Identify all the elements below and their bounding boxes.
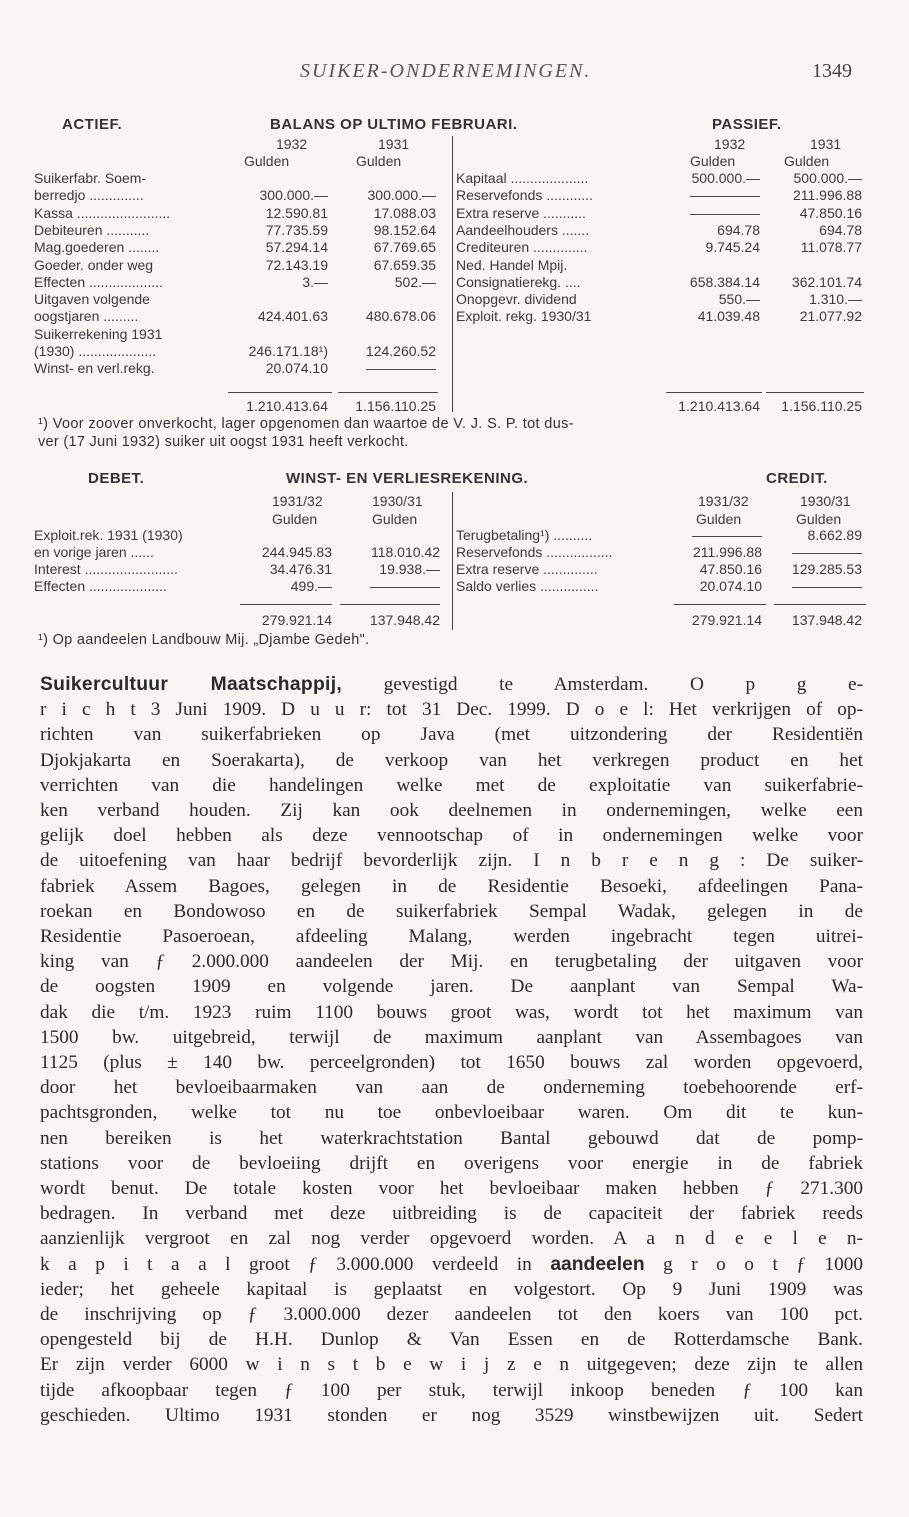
text-line-16: 1125 (plus ± 140 bw. perceelgronden) tot 1650 bouws zal worden opgevoerd, — [40, 1052, 863, 1074]
text-line-22: bedragen. In verband met deze uitbreiding is de capaciteit der fabriek reeds — [40, 1203, 863, 1225]
debet-row-value-2: 19.938.— — [379, 561, 440, 577]
text-line-29: tijde afkoopbaar tegen ƒ 100 per stuk, terwijl inkoop beneden ƒ 100 kan — [40, 1379, 863, 1401]
passief-unit1: Gulden — [690, 153, 736, 169]
balans-footnote-line1: ¹) Voor zoover onverkocht, lager opgenomen dan waartoe de V. J. S. P. tot dus- — [38, 416, 574, 432]
passief-row-value-2: 47.850.16 — [799, 204, 862, 221]
actief-row-value-2: 124.260.52 — [365, 343, 436, 359]
passief-row-value-1: 500.000.— — [691, 170, 760, 186]
debet-heading: DEBET. — [88, 470, 145, 487]
company-description — [40, 672, 863, 1428]
text-line-17: door het bevloeibaarmaken van aan de onderneming toebehoorende erf- — [40, 1077, 863, 1099]
text-line-24: k a p i t a a l groot ƒ 3.000.000 verdeeld in aandeelen g r o o t ƒ 1000 — [40, 1253, 863, 1275]
actief-row-label: Debiteuren ........... — [34, 221, 150, 238]
debet-unit1: Gulden — [272, 511, 318, 527]
passief-row-value-1: ————— — [690, 204, 760, 221]
actief-row-label: berredjo .............. — [34, 187, 144, 204]
actief-unit2: Gulden — [356, 153, 402, 169]
company-name: Suikercultuur Maatschappij, — [40, 674, 343, 695]
text-line-19: nen bereiken is het waterkrachtstation Bantal gebouwd dat de pomp- — [40, 1127, 863, 1149]
credit-unit2: Gulden — [796, 511, 842, 527]
passief-row-value-2: 21.077.92 — [799, 308, 862, 325]
passief-row-value-2: 11.078.77 — [800, 239, 862, 256]
actief-row-value-2: 17.088.03 — [373, 204, 436, 221]
debet-row-value-1: 499.— — [290, 578, 332, 594]
debet-row-value-1: 244.945.83 — [261, 544, 332, 560]
winst-center-rule — [452, 492, 453, 630]
credit-row-value-2: ————— — [792, 578, 862, 594]
debet-total2: 137.948.42 — [369, 612, 440, 628]
actief-row-value-1: 3.— — [302, 273, 328, 290]
passief-row-value-2: 500.000.— — [793, 170, 862, 186]
credit-row-value-2: ————— — [792, 544, 862, 560]
passief-row-value-1: 41.039.48 — [697, 308, 760, 325]
credit-unit1: Gulden — [696, 511, 742, 527]
running-title: SUIKER-ONDERNEMINGEN. — [300, 60, 592, 82]
credit-total1: 279.921.14 — [691, 612, 762, 628]
text-line-18: pachtsgronden, welke tot nu toe onbevloeibaar waren. Om dit te kun- — [40, 1102, 863, 1124]
passief-sum-rule1 — [666, 392, 762, 393]
text-line-30: geschieden. Ultimo 1931 stonden er nog 3529 winstbewijzen uit. Sedert — [40, 1404, 863, 1426]
passief-row-value-2: 1.310.— — [809, 291, 862, 308]
credit-row-label: Saldo verlies ............... — [456, 578, 599, 594]
debet-year2: 1930/31 — [372, 493, 423, 509]
aandeelen-emphasis: aandeelen — [550, 1253, 645, 1275]
credit-row-value-1: 47.850.16 — [699, 561, 762, 577]
credit-row-value-2: 8.662.89 — [807, 527, 862, 543]
credit-heading: CREDIT. — [766, 470, 828, 487]
text-line-26: de inschrijving op ƒ 3.000.000 dezer aandeelen tot den koers van 100 pct. — [40, 1304, 863, 1326]
text-line-11: Residentie Pasoeroean, afdeeling Malang, werden ingebracht tegen uitrei- — [40, 926, 863, 948]
balans-center-rule — [452, 136, 453, 412]
text-line-10: roekan en Bondowoso en de suikerfabriek Sempal Wadak, gelegen in de — [40, 900, 863, 922]
passief-row-label: Onopgevr. dividend — [456, 291, 577, 308]
passief-row-label: Crediteuren .............. — [456, 239, 588, 256]
credit-row-value-1: ————— — [692, 527, 762, 543]
text-line-25: ieder; het geheele kapitaal is geplaatst en volgestort. Op 9 Juni 1909 was — [40, 1278, 863, 1300]
credit-row-label: Extra reserve .............. — [456, 561, 598, 577]
actief-row-label: Uitgaven volgende — [34, 291, 150, 308]
credit-row-value-1: 20.074.10 — [699, 578, 762, 594]
debet-sum-rule1 — [240, 604, 332, 605]
actief-sum-rule2 — [338, 392, 438, 393]
debet-total1: 279.921.14 — [261, 612, 332, 628]
passief-row-label: Ned. Handel Mpij. — [456, 256, 568, 273]
passief-row-value-1: ————— — [690, 187, 760, 204]
balans-title: BALANS OP ULTIMO FEBRUARI. — [270, 116, 518, 133]
credit-sum-rule2 — [774, 604, 866, 605]
actief-row-label: Suikerrekening 1931 — [34, 325, 163, 342]
actief-sum-rule1 — [228, 392, 332, 393]
page-number: 1349 — [812, 60, 852, 82]
actief-row-label: Mag.goederen ........ — [34, 239, 160, 256]
actief-row-label: Kassa ........................ — [34, 204, 171, 221]
credit-row-label: Terugbetaling¹) .......... — [456, 527, 593, 543]
actief-unit1: Gulden — [244, 153, 290, 169]
passief-row-value-2: 362.101.74 — [791, 273, 862, 290]
actief-row-value-1: 424.401.63 — [257, 308, 328, 325]
text-line-5: verrichten van die handelingen welke met de exploitatie van suikerfabrie- — [40, 774, 863, 796]
credit-sum-rule1 — [674, 604, 766, 605]
actief-row-value-2: 502.— — [394, 273, 436, 290]
actief-total1: 1.210.413.64 — [246, 398, 328, 414]
passief-row-value-1: 694.78 — [717, 221, 760, 238]
text-line-23: aanzienlijk vergroot en zal nog verder opgevoerd worden. A a n d e e l e n- — [40, 1228, 863, 1250]
actief-row-label: (1930) .................... — [34, 343, 157, 359]
text-line-7: gelijk doel hebben als deze vennootschap of in ondernemingen welke voor — [40, 825, 863, 847]
actief-total2: 1.156.110.25 — [355, 398, 436, 414]
passief-row-label: Aandeelhouders ....... — [456, 221, 590, 238]
text-line-13: de oogsten 1909 en volgende jaren. De aanplant van Sempal Wa- — [40, 976, 863, 998]
passief-row-label: Consignatierekg. .... — [456, 273, 581, 290]
actief-row-value-2: ————— — [366, 360, 436, 377]
text-line-12: king van ƒ 2.000.000 aandeelen der Mij. en terugbetaling der uitgaven voor — [40, 951, 863, 973]
passief-row-value-2: 694.78 — [819, 221, 862, 238]
passief-sum-rule2 — [766, 392, 864, 393]
actief-row-value-1: 246.171.18¹) — [248, 343, 328, 359]
text-line-15: 1500 bw. uitgebreid, terwijl de maximum aanplant van Assembagoes van — [40, 1026, 863, 1048]
passief-year1: 1932 — [714, 136, 746, 152]
text-line-4: Djokjakarta en Soerakarta), de verkoop van het verkregen product en het — [40, 749, 863, 771]
credit-year2: 1930/31 — [800, 493, 851, 509]
actief-row-value-1: 300.000.— — [259, 187, 328, 204]
debet-row-label: Effecten .................... — [34, 578, 167, 594]
actief-row-value-1: 57.294.14 — [265, 239, 328, 256]
actief-row-value-2: 67.659.35 — [373, 256, 436, 273]
text-line-9: fabriek Assem Bagoes, gelegen in de Residentie Besoeki, afdeelingen Pana- — [40, 875, 863, 897]
passief-row-value-1: 550.— — [718, 291, 760, 308]
text-line-27: opengesteld bij de H.H. Dunlop & Van Essen en de Rotterdamsche Bank. — [40, 1329, 863, 1351]
text-line-2: r i c h t 3 Juni 1909. D u u r: tot 31 Dec. 1999. D o e l: Het verkrijgen of op- — [40, 699, 863, 721]
text-line-6: ken verband houden. Zij kan ook deelnemen in ondernemingen, welke een — [40, 800, 863, 822]
actief-row-label: Winst- en verl.rekg. — [34, 360, 155, 377]
passief-total2: 1.156.110.25 — [781, 398, 862, 414]
credit-row-value-2: 129.285.53 — [791, 561, 862, 577]
passief-row-label: Extra reserve ........... — [456, 204, 586, 221]
actief-year1: 1932 — [276, 136, 308, 152]
credit-total2: 137.948.42 — [791, 612, 862, 628]
debet-row-value-2: 118.010.42 — [370, 544, 440, 560]
actief-row-value-1: 77.735.59 — [265, 221, 328, 238]
debet-row-label: Interest ........................ — [34, 561, 178, 577]
credit-row-label: Reservefonds ................. — [456, 544, 613, 560]
debet-row-label: Exploit.rek. 1931 (1930) — [34, 527, 183, 543]
winst-title: WINST- EN VERLIESREKENING. — [286, 470, 529, 487]
passief-row-label: Exploit. rekg. 1930/31 — [456, 308, 592, 325]
actief-heading: ACTIEF. — [62, 116, 123, 133]
actief-row-label: Effecten ................... — [34, 273, 163, 290]
text-line-3: richten van suikerfabrieken op Java (met uitzondering der Residentiën — [40, 724, 863, 746]
text-line-1: Suikercultuur Maatschappij, gevestigd te Amsterdam. O p g e- — [40, 674, 863, 695]
text-line-20: stations voor de bevloeiing drijft en overigens voor energie in de fabriek — [40, 1152, 863, 1174]
text-line-14: dak die t/m. 1923 ruim 1100 bouws groot was, wordt tot het maximum van — [40, 1001, 863, 1023]
passief-total1: 1.210.413.64 — [678, 398, 760, 414]
actief-row-value-2: 300.000.— — [367, 187, 436, 204]
passief-row-label: Kapitaal .................... — [456, 170, 589, 186]
debet-row-value-1: 34.476.31 — [269, 561, 332, 577]
balans-footnote-line2: ver (17 Juni 1932) suiker uit oogst 1931 heeft verkocht. — [38, 434, 409, 450]
debet-unit2: Gulden — [372, 511, 418, 527]
debet-row-value-2: ————— — [370, 578, 440, 594]
debet-sum-rule2 — [340, 604, 440, 605]
winst-footnote: ¹) Op aandeelen Landbouw Mij. „Djambe Gedeh". — [38, 632, 370, 648]
text-line-21: wordt benut. De totale kosten voor het bevloeibaar maken hebben ƒ 271.300 — [40, 1178, 863, 1200]
actief-row-value-1: 20.074.10 — [265, 360, 328, 377]
passief-row-label: Reservefonds ............ — [456, 187, 593, 204]
passief-heading: PASSIEF. — [712, 116, 782, 133]
actief-row-value-1: 72.143.19 — [265, 256, 328, 273]
passief-row-value-2: 211.996.88 — [792, 187, 862, 204]
actief-row-label: Goeder. onder weg — [34, 256, 154, 273]
actief-row-value-2: 480.678.06 — [365, 308, 436, 325]
actief-row-value-2: 98.152.64 — [373, 221, 436, 238]
credit-row-value-1: 211.996.88 — [692, 544, 762, 560]
passief-row-value-1: 9.745.24 — [705, 239, 760, 256]
passief-row-value-1: 658.384.14 — [689, 273, 760, 290]
debet-row-label: en vorige jaren ...... — [34, 544, 154, 560]
credit-year1: 1931/32 — [698, 493, 749, 509]
passief-unit2: Gulden — [784, 153, 830, 169]
text-line-8: de uitoefening van haar bedrijf bevorderlijk zijn. I n b r e n g : De suiker- — [40, 850, 863, 872]
actief-year2: 1931 — [378, 136, 410, 152]
actief-row-label: Suikerfabr. Soem- — [34, 170, 147, 186]
text-line-28: Er zijn verder 6000 w i n s t b e w i j z e n uitgegeven; deze zijn te allen — [40, 1354, 863, 1376]
actief-row-value-1: 12.590.81 — [265, 204, 328, 221]
debet-year1: 1931/32 — [272, 493, 323, 509]
passief-year2: 1931 — [810, 136, 842, 152]
actief-row-label: oogstjaren ......... — [34, 308, 139, 325]
actief-row-value-2: 67.769.65 — [373, 239, 436, 256]
